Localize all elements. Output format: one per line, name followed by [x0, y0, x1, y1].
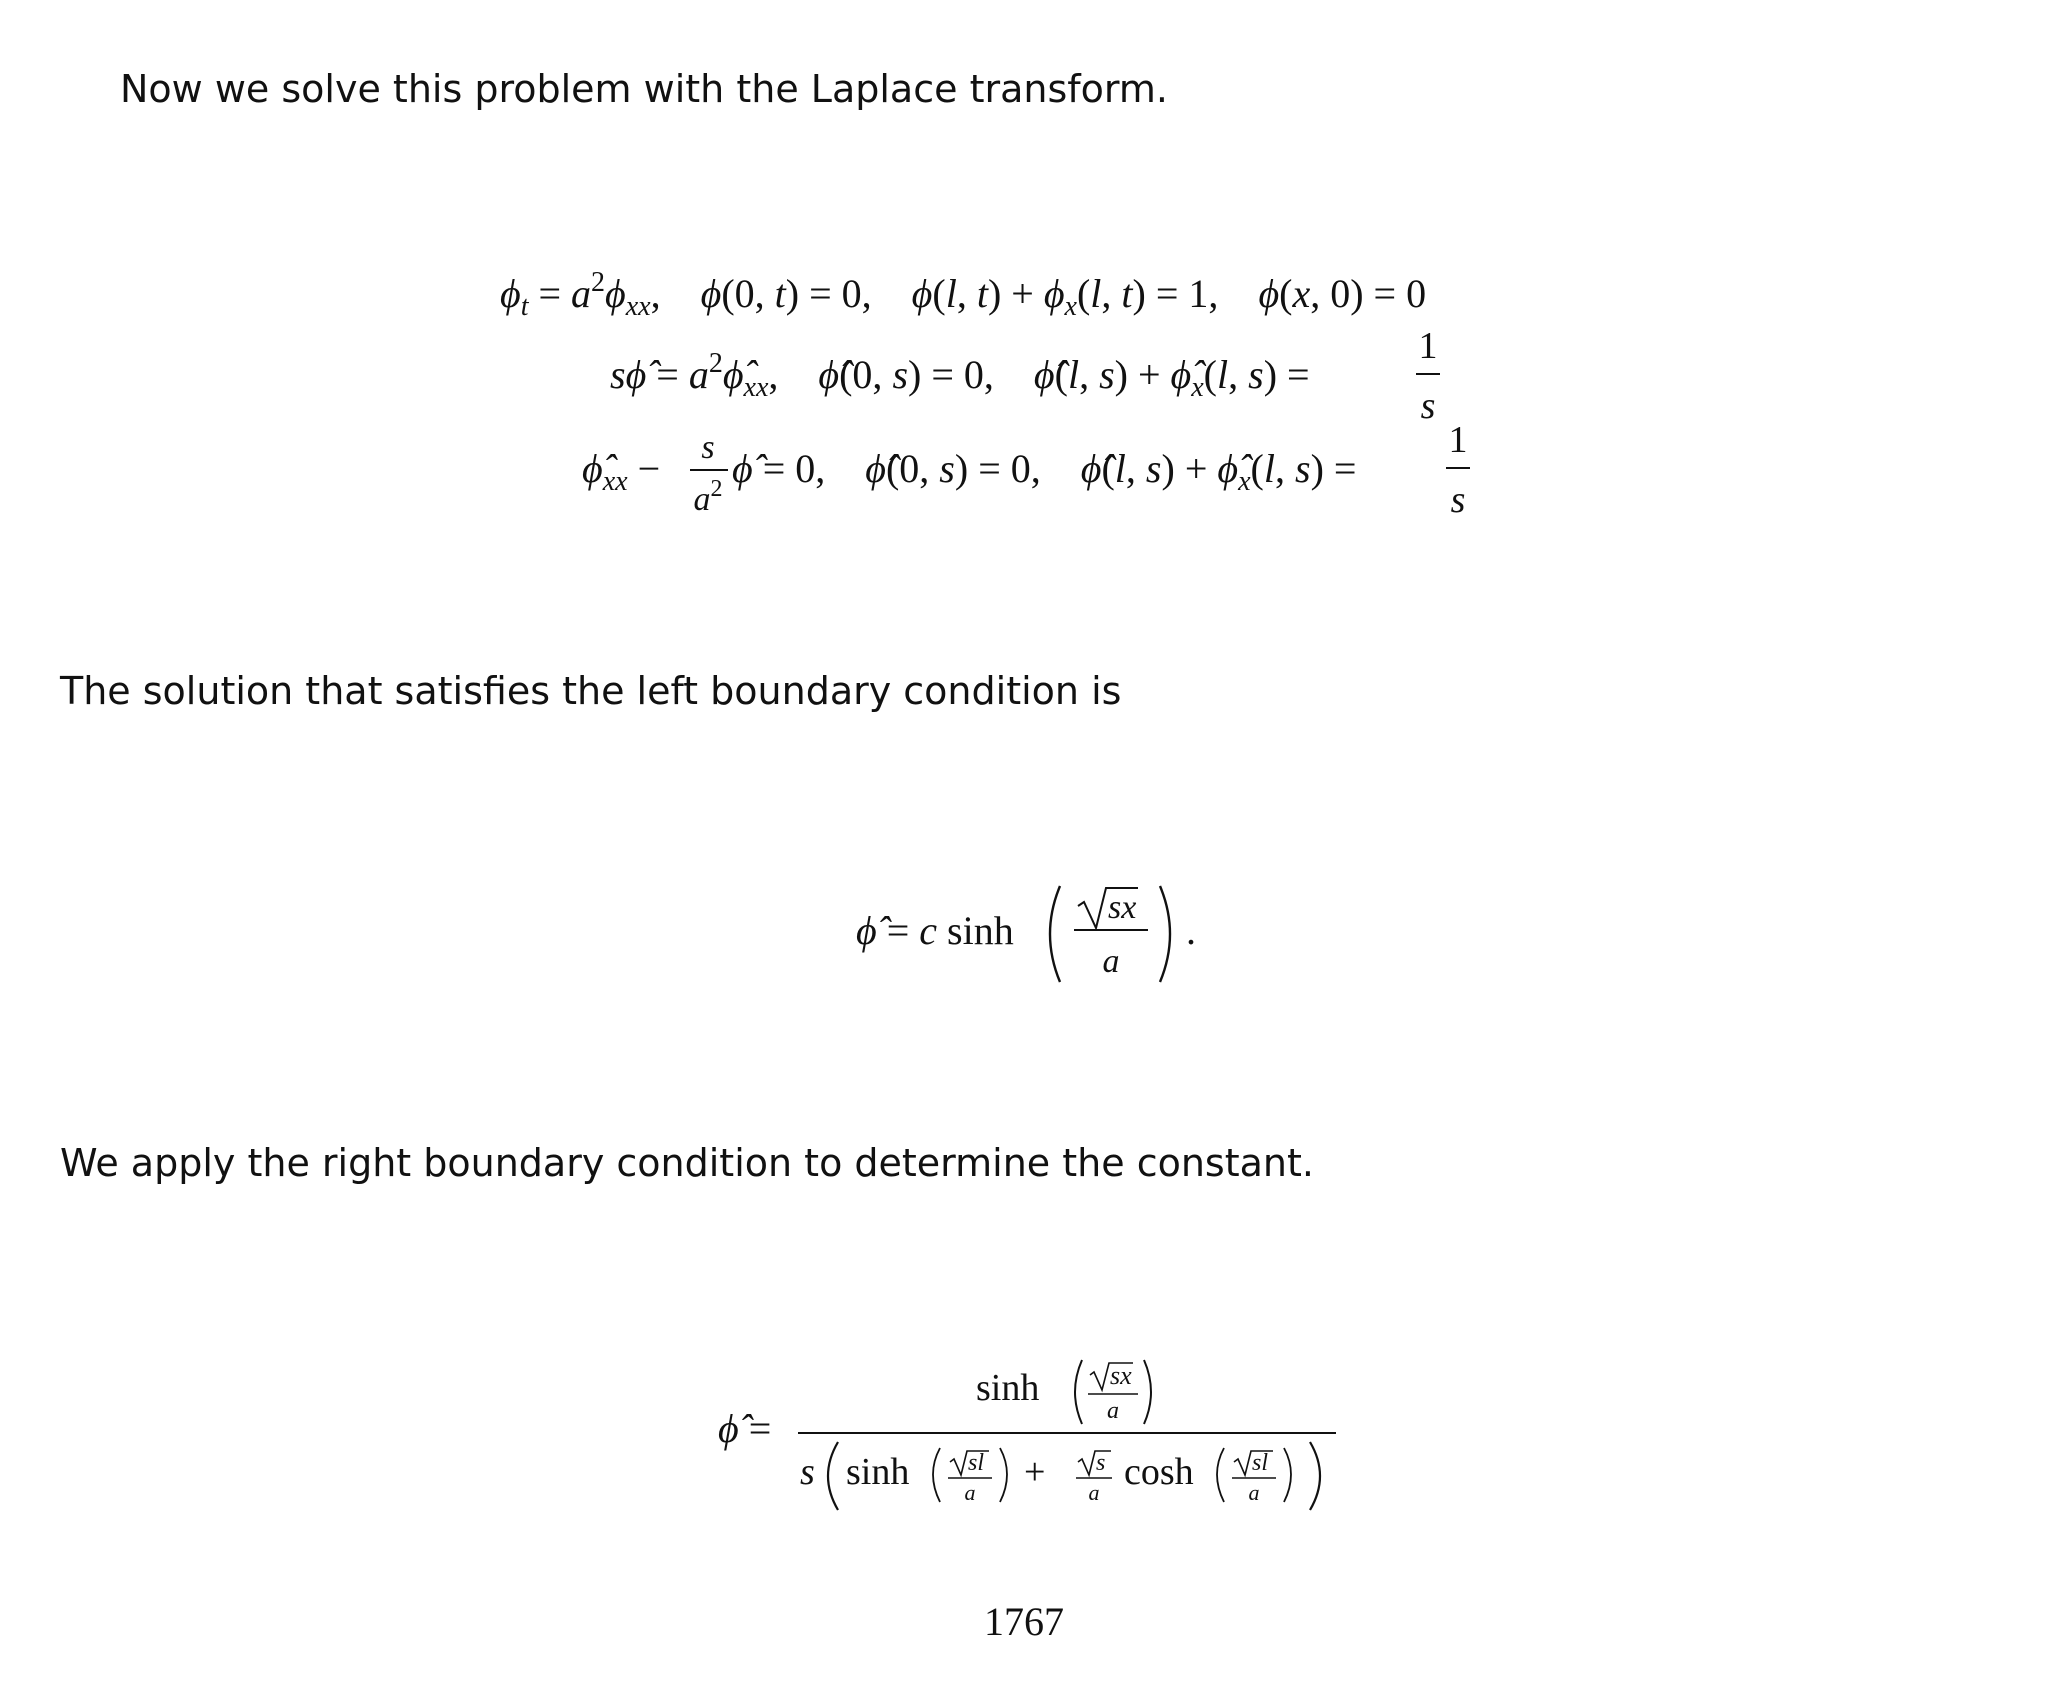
svg-text:.: . [1186, 908, 1196, 953]
svg-text:sx: sx [1108, 889, 1137, 926]
equation-system-line-3 [582, 419, 1470, 521]
svg-text:a2: $a^2$ [693, 476, 723, 518]
svg-text:a: a [1088, 1480, 1100, 1505]
svg-text:s: s [800, 1451, 815, 1493]
svg-text:s: s [1420, 385, 1436, 427]
svg-text:ϕ̂ = c sinh: ϕ̂ = c sinh [856, 908, 1014, 953]
equation-system-line-2 [610, 325, 1440, 427]
svg-text:a: a [1107, 1398, 1119, 1424]
svg-text:a: a [964, 1480, 976, 1505]
svg-text:sinh: sinh [846, 1451, 910, 1493]
svg-text:sl: sl [1252, 1450, 1269, 1476]
paragraph-intro: Now we solve this problem with the Laplace transform. [120, 67, 1168, 111]
svg-text:1: 1 [1448, 419, 1468, 461]
paragraph-left-boundary: The solution that satisfies the left boundary condition is [60, 669, 1122, 713]
equation-left-solution [856, 886, 1196, 982]
svg-text:sl: sl [968, 1450, 985, 1476]
svg-text:ϕ̂ = 0, ϕ̂(0, s) = 0, ϕ̂: ϕ̂ = 0, ϕ̂(0, s) = 0, ϕ̂(l, $s) + \phî_x(l$, s) = [732, 446, 1367, 497]
svg-text:sx: sx [1110, 1361, 1132, 1390]
paragraph-right-boundary: We apply the right boundary condition to determine the constant. [60, 1141, 1314, 1185]
svg-text:a: a [1248, 1480, 1260, 1505]
svg-text:s: s [1450, 479, 1466, 521]
svg-text:ϕ̂xx −: $\phî_{xx}$ − [582, 446, 671, 497]
svg-text:ϕ̂ =: ϕ̂ = [718, 1406, 772, 1451]
svg-text:s: s [1096, 1450, 1106, 1476]
svg-text:sϕ̂ = a2ϕ̂xx, ϕ̂(0, s) = 0,: sϕ̂ = $a^2\phî_{xx}$, ϕ̂(0, s) = 0, ϕ̂(l, $s) + \phî_x(l$, s) = [610, 348, 1320, 403]
svg-text:a: a [1102, 943, 1120, 980]
svg-text:ϕt = a2ϕxx, ϕ(0, t) = 0,: $\phi_t = a^2\phi_{xx}$, ϕ(0, t) = 0, ϕ(l, $t) + \phi_x(l$, t) = 1, ϕ(x, 0) = 0 [500, 267, 1427, 322]
svg-text:+: + [1024, 1451, 1046, 1493]
svg-text:cosh: cosh [1124, 1451, 1194, 1493]
equation-final-solution [718, 1360, 1336, 1510]
svg-text:sinh: sinh [976, 1367, 1040, 1409]
equation-system-line-1 [500, 267, 1426, 322]
svg-text:s: s [701, 429, 715, 466]
svg-text:1: 1 [1418, 325, 1438, 367]
page-number: 1767 [984, 1599, 1064, 1644]
